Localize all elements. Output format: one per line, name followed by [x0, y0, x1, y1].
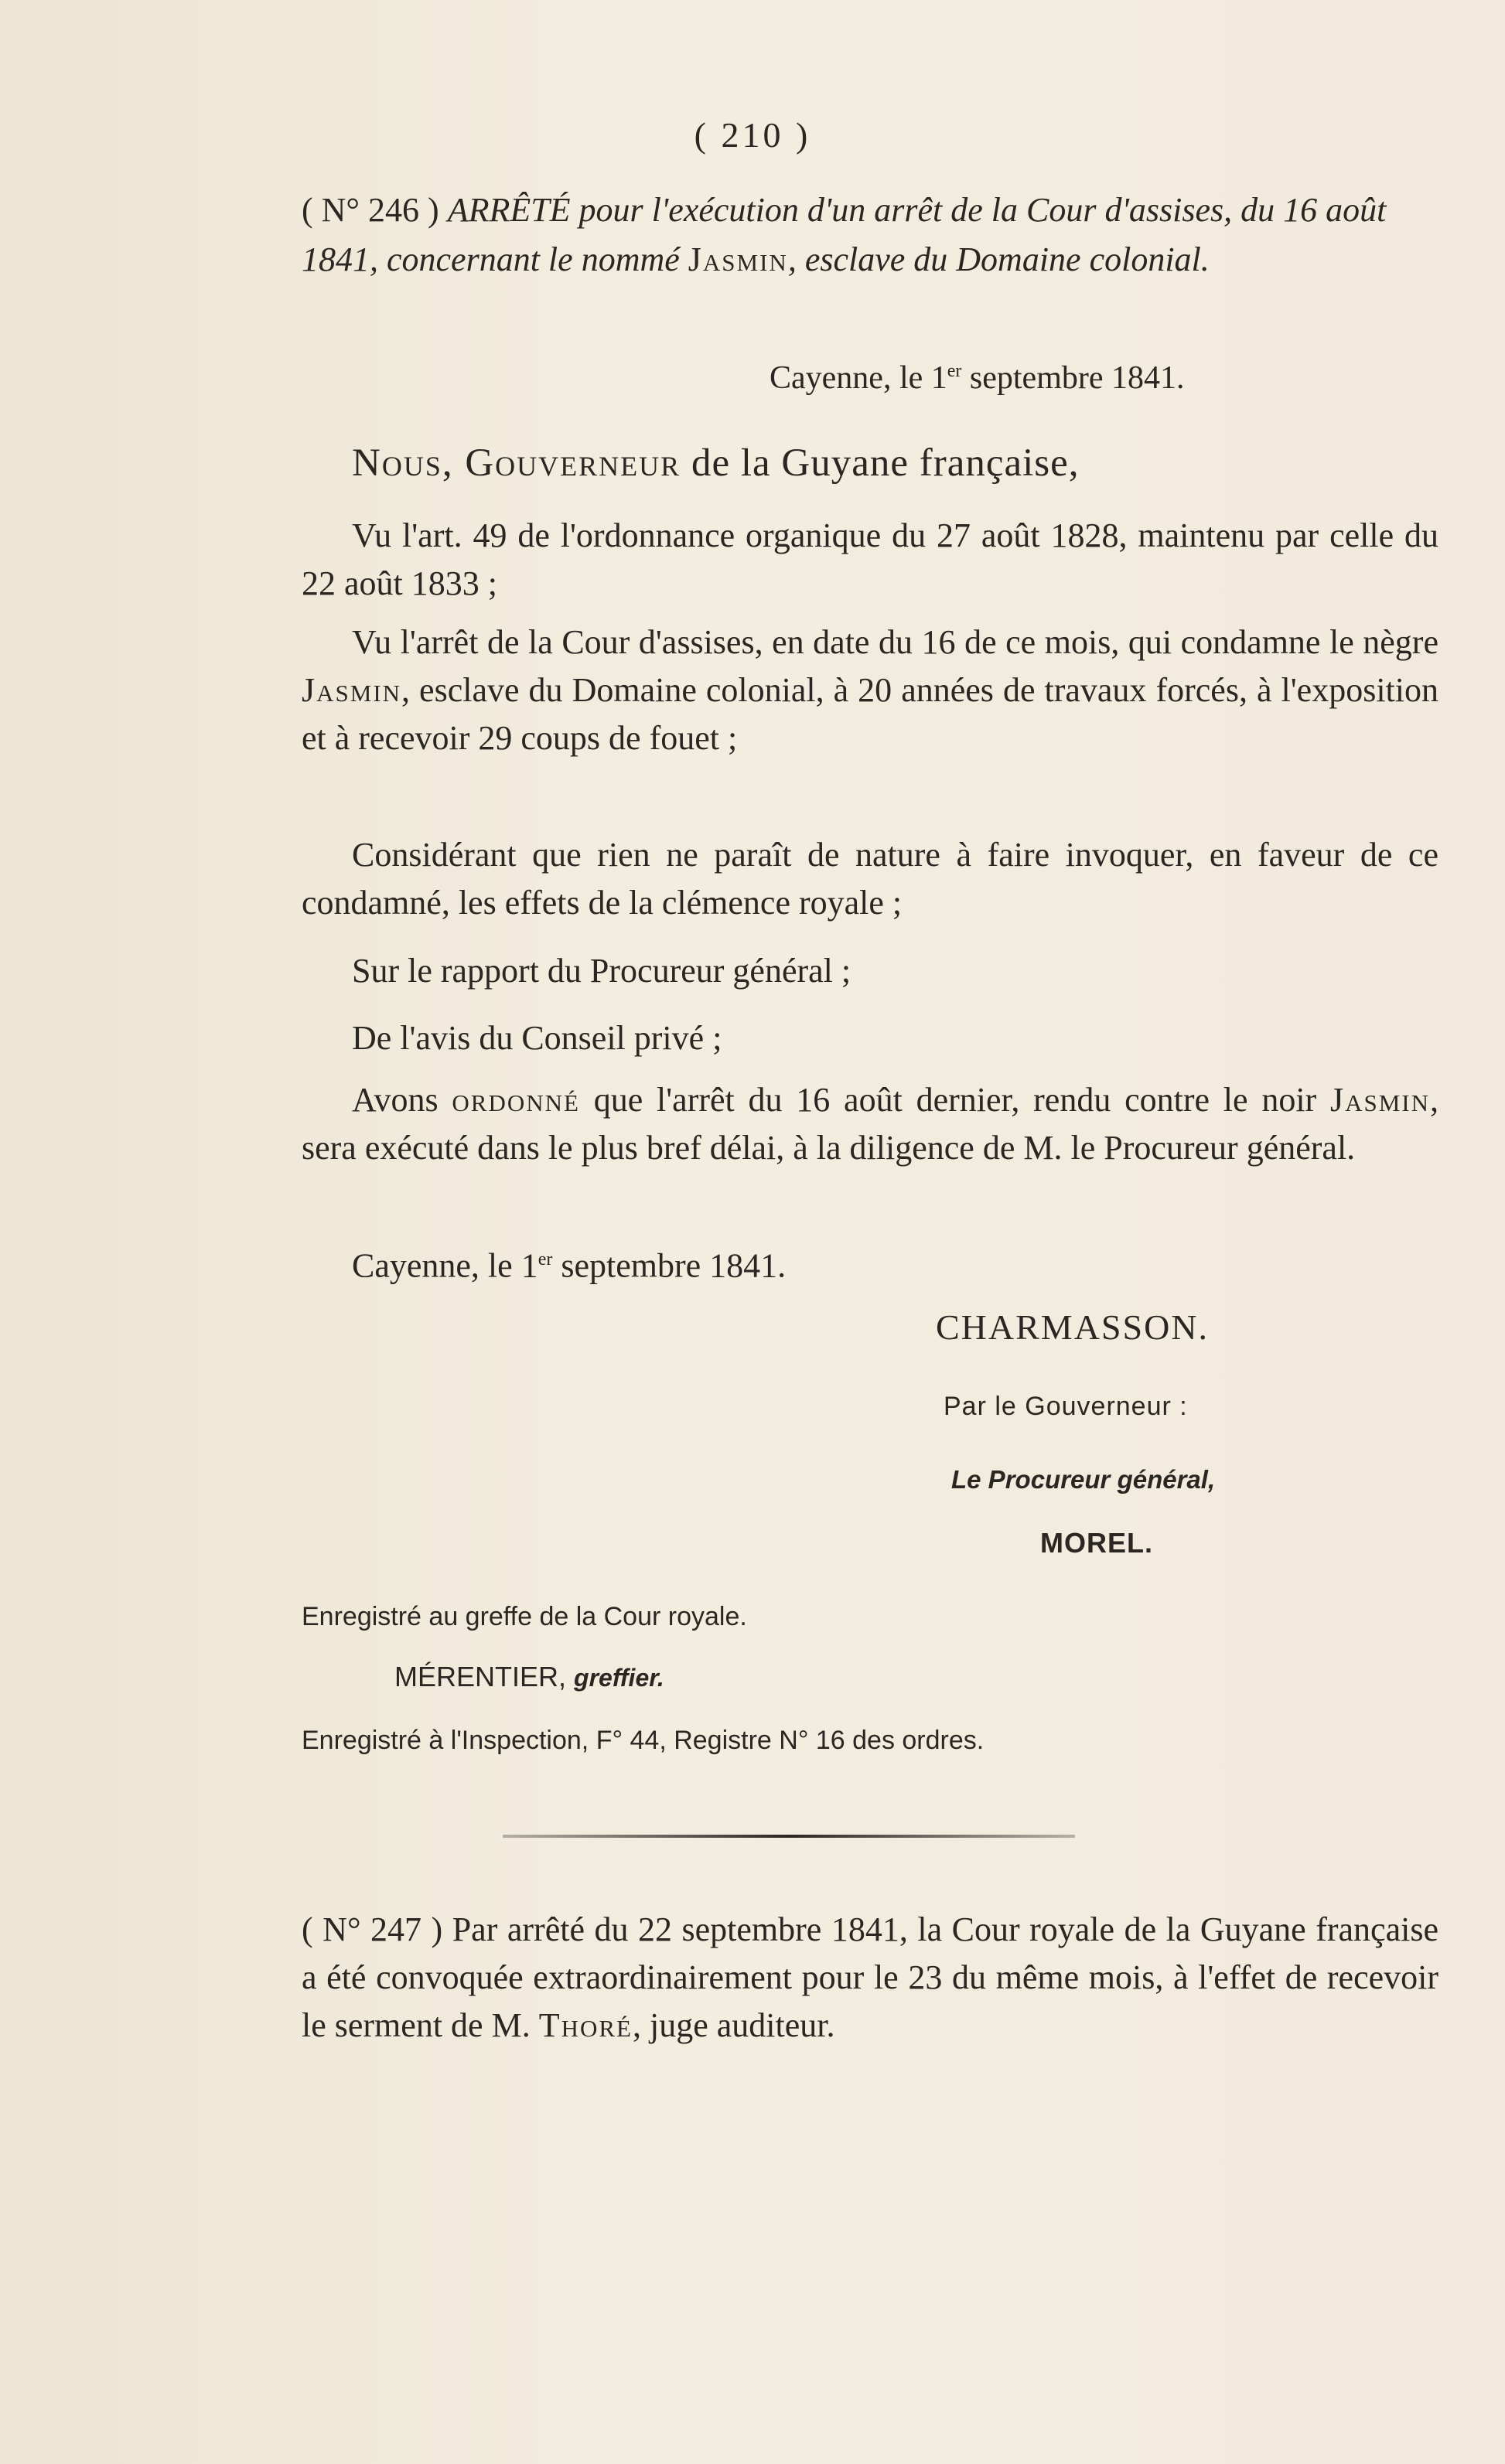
registration-inspection: Enregistré à l'Inspection, F° 44, Registre N° 16 des ordres. — [302, 1726, 985, 1755]
decree-246-heading — [302, 186, 1438, 285]
heading-number: ( N° 246 ) — [302, 191, 439, 229]
paragraph-avons-ordonne: Avons ordonné que l'arrêt du 16 août dernier, rendu contre le noir Jasmin, sera exécuté dans le plus bref délai, à la diligence de M. le Procureur général. — [302, 1081, 1438, 1167]
dateline: Cayenne, le 1er septembre 1841. — [770, 360, 1185, 396]
registration-greffe: Enregistré au greffe de la Cour royale. — [302, 1602, 747, 1631]
heading-name: Jasmin — [688, 240, 788, 278]
paragraph-sur-le-rapport: Sur le rapport du Procureur général ; — [352, 952, 851, 990]
heading-title-part2: , esclave du Domaine colonial. — [787, 240, 1210, 278]
decree-247-paragraph: ( N° 247 ) Par arrêté du 22 septembre 1841, la Cour royale de la Guyane française a été convoquée extraordinairement pour le 23 du même mois, à l'effet de recevoir le serment de M. Thoré, juge auditeur. — [302, 1910, 1438, 2044]
governor-line: Nous, Gouverneur de la Guyane française, — [352, 441, 1080, 485]
page-number: ( 210 ) — [694, 115, 811, 155]
signature-charmasson: CHARMASSON. — [936, 1307, 1210, 1347]
paragraph-considerant: Considérant que rien ne paraît de nature à faire invoquer, en faveur de ce condamné, les effets de la clémence royale ; — [302, 836, 1438, 922]
section-divider — [503, 1835, 1075, 1838]
signature-morel: MOREL. — [1040, 1527, 1153, 1559]
closing-date: Cayenne, le 1er septembre 1841. — [352, 1246, 787, 1285]
procureur-title: Le Procureur général, — [951, 1465, 1216, 1494]
registration-greffier: MÉRENTIER, greffier. — [394, 1661, 664, 1692]
paragraph-vu-arret: Vu l'arrêt de la Cour d'assises, en date du 16 de ce mois, qui condamne le nègre Jasmin, esclave du Domaine colonial, à 20 années de travaux forcés, à l'exposition et à recevoir 29 coups de fouet ; — [302, 623, 1438, 757]
par-le-gouverneur: Par le Gouverneur : — [944, 1392, 1188, 1421]
paragraph-de-l-avis: De l'avis du Conseil privé ; — [352, 1019, 722, 1057]
heading-title-part1: ARRÊTÉ pour l'exécution d'un arrêt de la Cour d'assises, du 16 août 1841, concernant le nommé — [302, 191, 1387, 278]
paragraph-vu-art: Vu l'art. 49 de l'ordonnance organique du 27 août 1828, maintenu par celle du 22 août 1833 ; — [302, 516, 1438, 602]
